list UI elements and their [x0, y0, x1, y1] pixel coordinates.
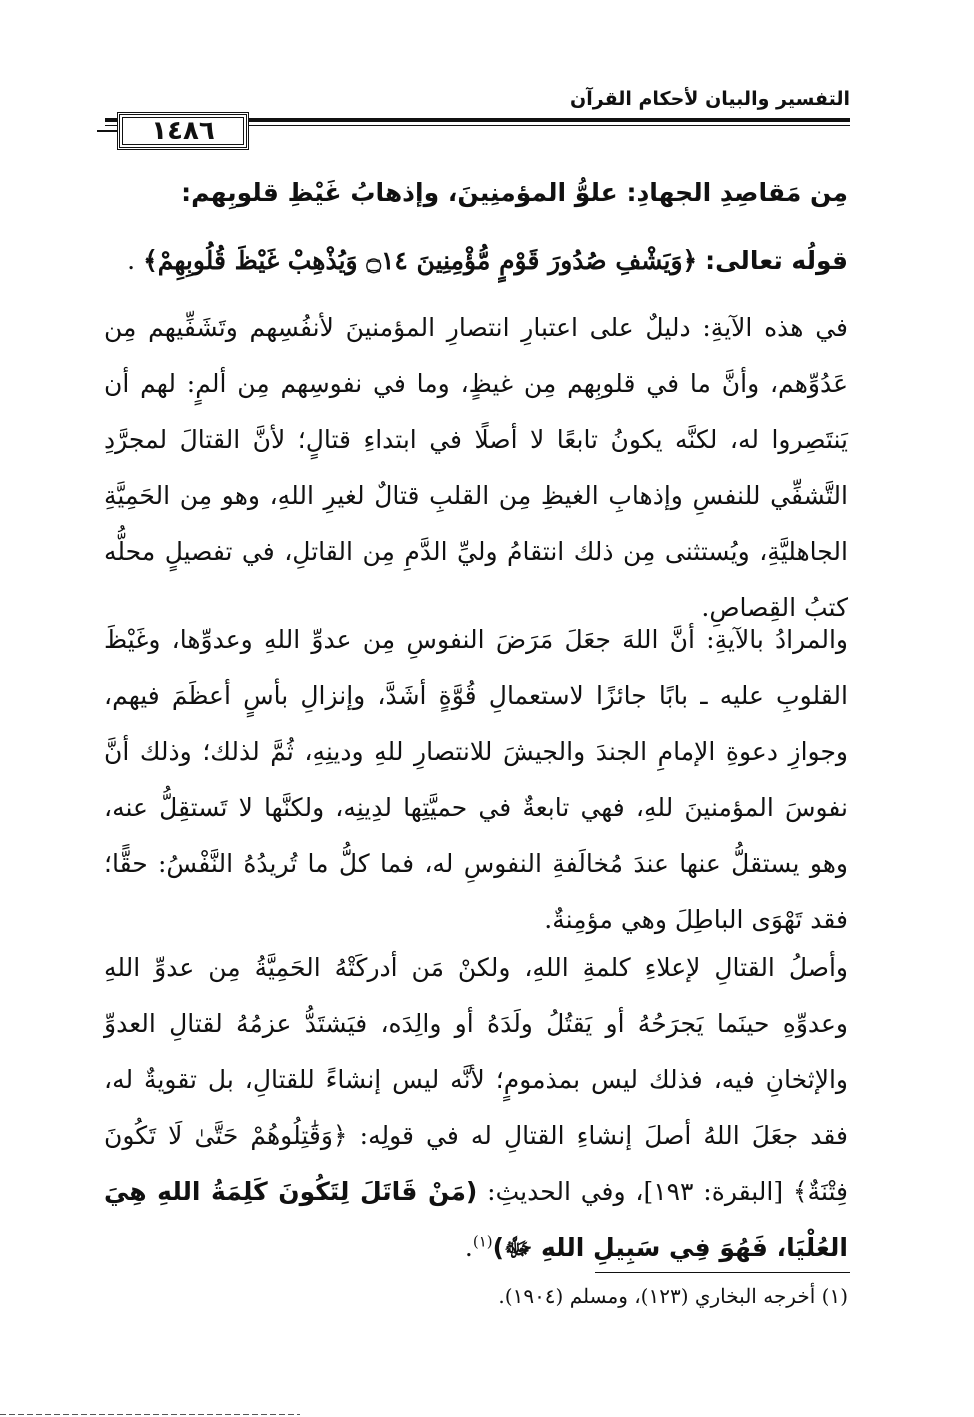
paragraph-3 [104, 940, 848, 1276]
paragraph-1 [104, 300, 848, 636]
verse-quote: ﴿وَيَشْفِ صُدُورَ قَوْمٍ مُّؤْمِنِينَ ۝١٤ وَيُذْهِبْ غَيْظَ قُلُوبِهِمْ﴾ [143, 246, 698, 275]
verse-line [104, 246, 848, 275]
verse-end: . [127, 246, 136, 275]
page-number-frame [117, 112, 249, 150]
header-dash [97, 130, 117, 132]
paragraph-2 [104, 612, 848, 948]
footnote-separator [595, 1272, 850, 1273]
verse-lead: قولُه تعالى: [705, 246, 848, 275]
page-number: ١٤٨٦ [122, 117, 244, 145]
bottom-scan-edge [0, 1414, 300, 1415]
paragraph-1-text: في هذه الآيةِ: دليلٌ على اعتبارِ انتصارِ المؤمنينَ لأنفُسِهم وتَشَفِّيهم مِن عَدُوِّهم، وأنَّ ما في قلوبِهم مِن غيظٍ، وما في نفوسِهم مِن ألمٍ: لهم أن يَنتَصِروا له، لكنَّه يكونُ تابعًا لا أصلًا في ابتداءِ قتالٍ؛ لأنَّ القتالَ لمجرَّدِ التَّشفِّي للنفسِ وإذهابِ الغيظِ مِن القلبِ قتالٌ لغيرِ اللهِ، وهو مِن الحَمِيَّةِ الجاهليَّةِ، ويُستثنى مِن ذلك انتقامُ وليِّ الدَّمِ مِن القاتلِ، في تفصيلٍ محلُّه كتبُ القِصاصِ. [104, 313, 848, 622]
hadith-quote: (مَنْ قَاتَلَ لِتَكُونَ كَلِمَةُ اللهِ هِيَ العُلْيَا، فَهُوَ فِي سَبِيلِ اللهِ ﷻ) [104, 1177, 848, 1262]
paragraph-2-text: والمرادُ بالآيةِ: أنَّ اللهَ جعَلَ مَرَضَ النفوسِ مِن عدوِّ اللهِ وعدوِّها، وغَيْظَ القلوبِ عليه ـ بابًا جائزًا لاستعمالِ قُوَّةٍ أشَدَّ، وإنزالِ بأسٍ أعظَمَ فيهم، وجوازِ دعوةِ الإمامِ الجندَ والجيشَ للانتصارِ للهِ ودينِهِ، ثُمَّ لذلك؛ وذلك أنَّ نفوسَ المؤمنينَ للهِ، فهي تابعةٌ في حميَّتِها لدِينِه، ولكنَّها لا تَستقِلُّ عنه، وهو يستقلُّ عنها عندَ مُخالَفةِ النفوسِ له، فما كلُّ ما تُريدُهُ النَّفْسُ: حقًّا؛ فقد تَهْوَى الباطِلَ وهي مؤمِنةٌ. [104, 625, 848, 934]
paragraph-3-text: وأصلُ القتالِ لإعلاءِ كلمةِ اللهِ، ولكنْ مَن أدركَتْهُ الحَمِيَّةُ مِن عدوِّ اللهِ وعدوِّهِ حينَما يَجرَحُهُ أو يَقتُلُ ولَدَهُ أو والِدَه، فيَشتَدُّ عزمُهُ لقتالِ العدوِّ والإثخانِ فيه، فذلك ليس بمذمومٍ؛ لأنَّه ليس إنشاءً للقتالِ، بل تقويةٌ له، فقد جعَلَ اللهُ أصلَ إنشاءِ القتالِ له في قولِه: ﴿وَقَٰتِلُوهُمْ حَتَّىٰ لَا تَكُونَ فِتْنَةٌ﴾ [البقرة: ١٩٣]، وفي الحديثِ: [104, 953, 848, 1206]
page-header [105, 88, 850, 158]
footnote-ref[interactable]: (١) [472, 1232, 493, 1251]
section-heading: مِن مَقاصِدِ الجهادِ: علوُّ المؤمنِينَ، وإذهابُ غَيْظِ قلوبِهم: [181, 178, 848, 207]
paragraph-3-end: . [464, 1233, 473, 1262]
running-title: التفسير والبيان لأحكام القرآن [570, 88, 850, 110]
footnote: (١) أخرجه البخاري (١٢٣)، ومسلم (١٩٠٤). [498, 1284, 848, 1308]
